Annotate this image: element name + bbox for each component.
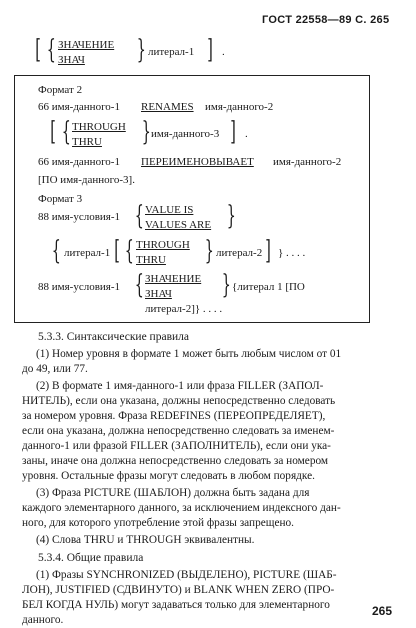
left-brace: [ xyxy=(35,35,41,65)
keyword-renames: RENAMES xyxy=(141,101,194,113)
right-bracket: ] xyxy=(265,236,271,266)
paragraph-line: НИТЕЛЬ), если она указана, должны непосредственно следовать xyxy=(22,395,336,407)
rename-ru-prefix: 66 имя-данного-1 xyxy=(38,156,120,168)
paragraph-line: (1) Номер уровня в формате 1 может быть любым числом от 01 xyxy=(36,348,342,360)
page-header: ГОСТ 22558—89 С. 265 xyxy=(262,14,390,26)
keyword-values-are: VALUES ARE xyxy=(145,219,212,231)
rename-ru-suffix: имя-данного-2 xyxy=(273,156,342,168)
literal-2-end: литерал-2]} . . . . xyxy=(145,303,223,315)
paragraph-line: данного-1 или фразой FILLER (ЗАПОЛНИТЕЛЬ), если они ука- xyxy=(22,440,331,452)
paragraph-line: ного, для которого употребление этой фразы запрещено. xyxy=(22,517,294,529)
condition-line-prefix: 88 имя-условия-1 xyxy=(38,211,120,223)
paragraph-line: (4) Слова THRU и THROUGH эквивалентны. xyxy=(36,534,255,546)
right-brace: } xyxy=(221,270,231,300)
paragraph-line: (1) Фразы SYNCHRONIZED (ВЫДЕЛЕНО), PICTURE (ШАБ- xyxy=(36,569,337,581)
paragraph-line: БЕЛ КОГДА НУЛЬ) могут задаваться только для элементарного xyxy=(22,599,330,611)
syntax-rules-heading: 5.3.3. Синтаксические правила xyxy=(38,331,189,343)
rule-1 xyxy=(22,347,394,377)
right-brace: } xyxy=(204,236,214,266)
paragraph-line: за номером уровня. Фраза REDEFINES (ПЕРЕОПРЕДЕЛЯЕТ), xyxy=(22,410,326,422)
right-bracket: ] xyxy=(207,35,213,65)
po-line: [ПО имя-данного-3]. xyxy=(38,174,135,186)
literal-1: литерал-1 xyxy=(64,247,111,259)
right-brace: } xyxy=(226,201,236,231)
keyword-through: THROUGH xyxy=(72,121,126,133)
left-brace: { xyxy=(51,236,61,266)
left-brace: { xyxy=(134,270,144,300)
general-rules-heading: 5.3.4. Общие правила xyxy=(38,552,144,564)
left-brace: { xyxy=(46,35,56,65)
left-bracket: [ xyxy=(50,117,56,147)
literal-1: литерал-1 xyxy=(148,46,195,58)
paragraph-line: каждого элементарного данного, за исключением индексного дан- xyxy=(22,502,341,514)
format-3-title: Формат 3 xyxy=(38,193,83,205)
left-brace: { xyxy=(134,201,144,231)
period: . xyxy=(245,128,248,140)
paragraph-line: ЛОН), JUSTIFIED (СДВИНУТО) и BLANK WHEN ZERO (ПРО- xyxy=(22,584,335,596)
period: . xyxy=(222,46,225,58)
keyword-znach: ЗНАЧ xyxy=(145,288,172,300)
literal-2: литерал-2 xyxy=(216,247,263,259)
keyword-thru: THRU xyxy=(72,136,102,148)
rule-3 xyxy=(22,486,394,531)
keyword-value-is: VALUE IS xyxy=(145,204,194,216)
keyword-znachenie: ЗНАЧЕНИЕ xyxy=(145,273,202,285)
ellipsis: } . . . . xyxy=(278,247,306,259)
keyword-through: THROUGH xyxy=(136,239,190,251)
left-bracket: [ xyxy=(114,236,120,266)
paragraph-line: данного. xyxy=(22,614,64,626)
rule-4 xyxy=(22,533,394,548)
paragraph-line: уровня. Остальные фразы могут следовать в любом порядке. xyxy=(22,470,315,482)
paragraph-line: заны, иначе она должна непосредственно следовать за номером xyxy=(22,455,329,467)
left-brace: { xyxy=(124,236,134,266)
keyword-thru: THRU xyxy=(136,254,166,266)
paragraph-line: до 49, или 77. xyxy=(22,363,88,375)
renames-line-prefix: 66 имя-данного-1 xyxy=(38,101,120,113)
rule-2 xyxy=(22,379,394,484)
keyword-znachenie: ЗНАЧЕНИЕ xyxy=(58,39,115,51)
renames-line-suffix: имя-данного-2 xyxy=(205,101,274,113)
general-rule-1 xyxy=(22,568,394,628)
left-brace: { xyxy=(61,117,71,147)
paragraph-line: если она указана, должна непосредственно следовать за именем- xyxy=(22,425,335,437)
literal-po: {литерал 1 [ПО xyxy=(232,281,305,293)
paragraph-line: (2) В формате 1 имя-данного-1 или фраза FILLER (ЗАПОЛ- xyxy=(36,380,324,392)
format-2-title: Формат 2 xyxy=(38,84,83,96)
condition-ru-prefix: 88 имя-условия-1 xyxy=(38,281,120,293)
right-brace: } xyxy=(141,117,151,147)
keyword-pereimenovyvaet: ПЕРЕИМЕНОВЫВАЕТ xyxy=(141,156,254,168)
data-name-3: имя-данного-3 xyxy=(151,128,220,140)
paragraph-line: (3) Фраза PICTURE (ШАБЛОН) должна быть задана для xyxy=(36,487,310,499)
page-number: 265 xyxy=(372,604,393,618)
right-brace: } xyxy=(136,35,146,65)
keyword-znach: ЗНАЧ xyxy=(58,54,85,66)
right-bracket: ] xyxy=(230,117,236,147)
